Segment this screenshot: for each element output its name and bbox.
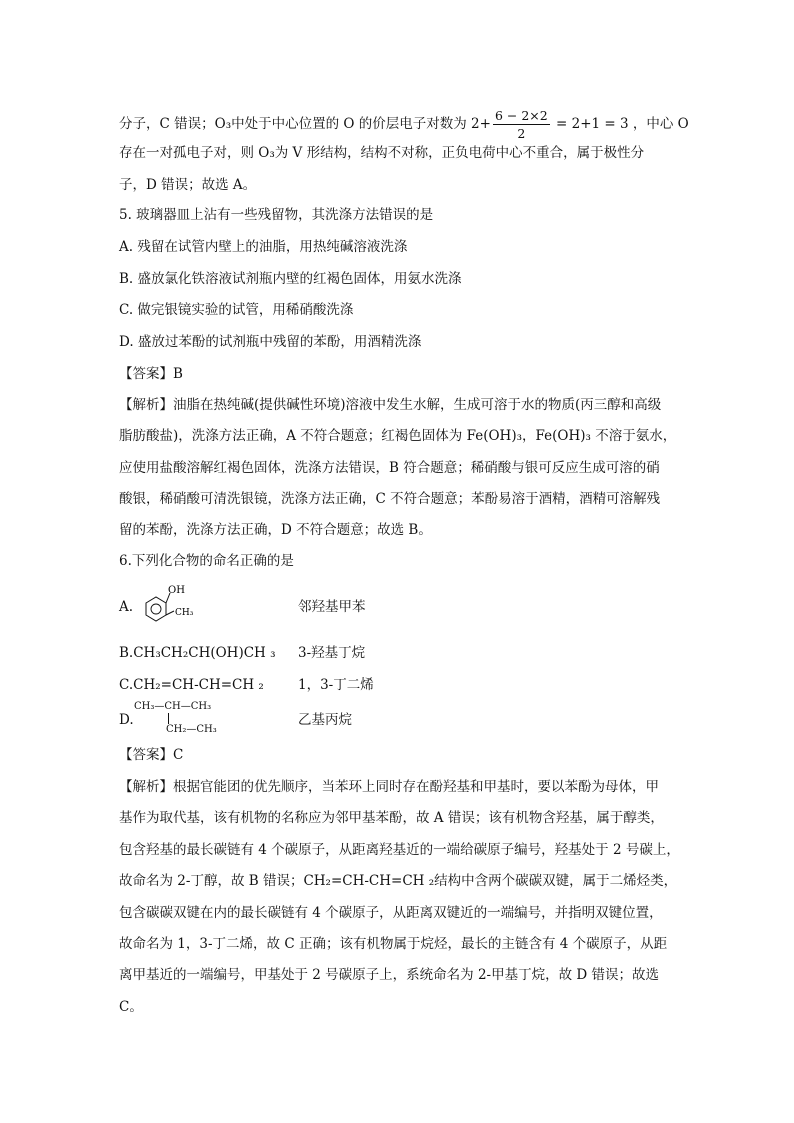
question-6-analysis-line: 故命名为 1，3-丁二烯，故 C 正确；该有机物属于烷烃，最长的主链含有 4 个碳原子，从距 xyxy=(119,936,668,952)
fraction-numerator: 6 − 2×2 xyxy=(494,108,548,123)
question-6-option-b-formula: B.CH₃CH₂CH(OH)CH ₃ xyxy=(119,645,276,661)
question-6-analysis-line: 包含羟基的最长碳链有 4 个碳原子，从距离羟基近的一端给碳原子编号，羟基处于 2 号碳上， xyxy=(119,842,680,858)
fraction xyxy=(493,107,550,142)
question-6-option-d-bottom: CH₂—CH₃ xyxy=(166,724,217,735)
question-5-option-c: C. 做完银镜实验的试管，用稀硝酸洗涤 xyxy=(119,302,354,318)
question-6-analysis-line: 离甲基近的一端编号，甲基处于 2 号碳原子上，系统命名为 2-甲基丁烷，故 D 错误；故选 xyxy=(119,967,660,983)
text-segment: = 2+1 = 3 ，中心 O xyxy=(551,116,689,132)
question-6-option-c-name: 1，3-丁二烯 xyxy=(298,677,374,693)
question-5-analysis-line: 应使用盐酸溶解红褐色固体，洗涤方法错误，B 符合题意；稀硝酸与银可反应生成可溶的硝 xyxy=(119,460,660,476)
question-6-answer: 【答案】C xyxy=(119,747,184,763)
question-5-analysis-line: 【解析】油脂在热纯碱(提供碱性环境)溶液中发生水解，生成可溶于水的物质(丙三醇和高级 xyxy=(119,397,662,413)
question-5-analysis-line: 脂肪酸盐)，洗涤方法正确，A 不符合题意；红褐色固体为 Fe(OH)₃，Fe(OH)₃ 不溶于氨水， xyxy=(119,428,677,444)
question-6-option-d-label: D. xyxy=(119,712,134,728)
question-5-analysis-line: 留的苯酚，洗涤方法正确，D 不符合题意；故选 B。 xyxy=(119,522,432,538)
question-6-option-d-name: 乙基丙烷 xyxy=(298,712,352,728)
question-5-analysis-line: 酸银，稀硝酸可清洗银镜，洗涤方法正确，C 不符合题意；苯酚易溶于酒精，酒精可溶解残 xyxy=(119,491,661,507)
question-6-option-a-name: 邻羟基甲苯 xyxy=(298,599,366,615)
fraction-denominator: 2 xyxy=(517,126,526,141)
question-6-option-a-label: A. xyxy=(119,599,134,615)
paragraph-line-3: 子，D 错误；故选 A。 xyxy=(119,177,257,193)
text-segment: 分子，C 错误；O₃中处于中心位置的 O 的价层电子对数为 2+ xyxy=(119,116,491,132)
paragraph-line-2: 存在一对孤电子对，则 O₃为 V 形结构，结构不对称，正负电荷中心不重合，属于极性分 xyxy=(119,145,645,161)
question-5-option-d: D. 盛放过苯酚的试剂瓶中残留的苯酚，用酒精洗涤 xyxy=(119,334,422,350)
methyl-label: CH₃ xyxy=(175,608,194,618)
question-6-option-b-name: 3-羟基丁烷 xyxy=(298,645,366,661)
question-6-option-d-branch-line xyxy=(168,713,169,724)
question-6-analysis-line: 基作为取代基，该有机物的名称应为邻甲基苯酚，故 A 错误；该有机物含羟基，属于醇类， xyxy=(119,810,664,826)
question-6-analysis-line: 【解析】根据官能团的优先顺序，当苯环上同时存在酚羟基和甲基时，要以苯酚为母体，甲 xyxy=(119,779,659,795)
question-6-stem: 6.下列化合物的命名正确的是 xyxy=(119,553,294,569)
hydroxyl-label: OH xyxy=(168,585,185,596)
question-5-stem: 5. 玻璃器皿上沾有一些残留物，其洗涤方法错误的是 xyxy=(119,207,434,223)
paragraph-line-1 xyxy=(119,107,689,142)
question-6-option-c-formula: C.CH₂=CH-CH=CH ₂ xyxy=(119,677,264,693)
question-6-analysis-line: C。 xyxy=(119,999,143,1015)
question-5-answer: 【答案】B xyxy=(119,366,183,382)
cresol-structure xyxy=(132,583,202,633)
question-6-analysis-line: 包含碳碳双键在内的最长碳链有 4 个碳原子，从距离双键近的一端编号，并指明双键位置， xyxy=(119,905,663,921)
question-5-option-b: B. 盛放氯化铁溶液试剂瓶内壁的红褐色固体，用氨水洗涤 xyxy=(119,271,462,287)
question-6-option-d-top: CH₃—CH—CH₃ xyxy=(134,701,212,712)
question-6-analysis-line: 故命名为 2-丁醇，故 B 错误；CH₂=CH-CH=CH ₂结构中含两个碳碳双键，属于二烯烃类， xyxy=(119,873,678,889)
question-5-option-a: A. 残留在试管内壁上的油脂，用热纯碱溶液洗涤 xyxy=(119,239,408,255)
